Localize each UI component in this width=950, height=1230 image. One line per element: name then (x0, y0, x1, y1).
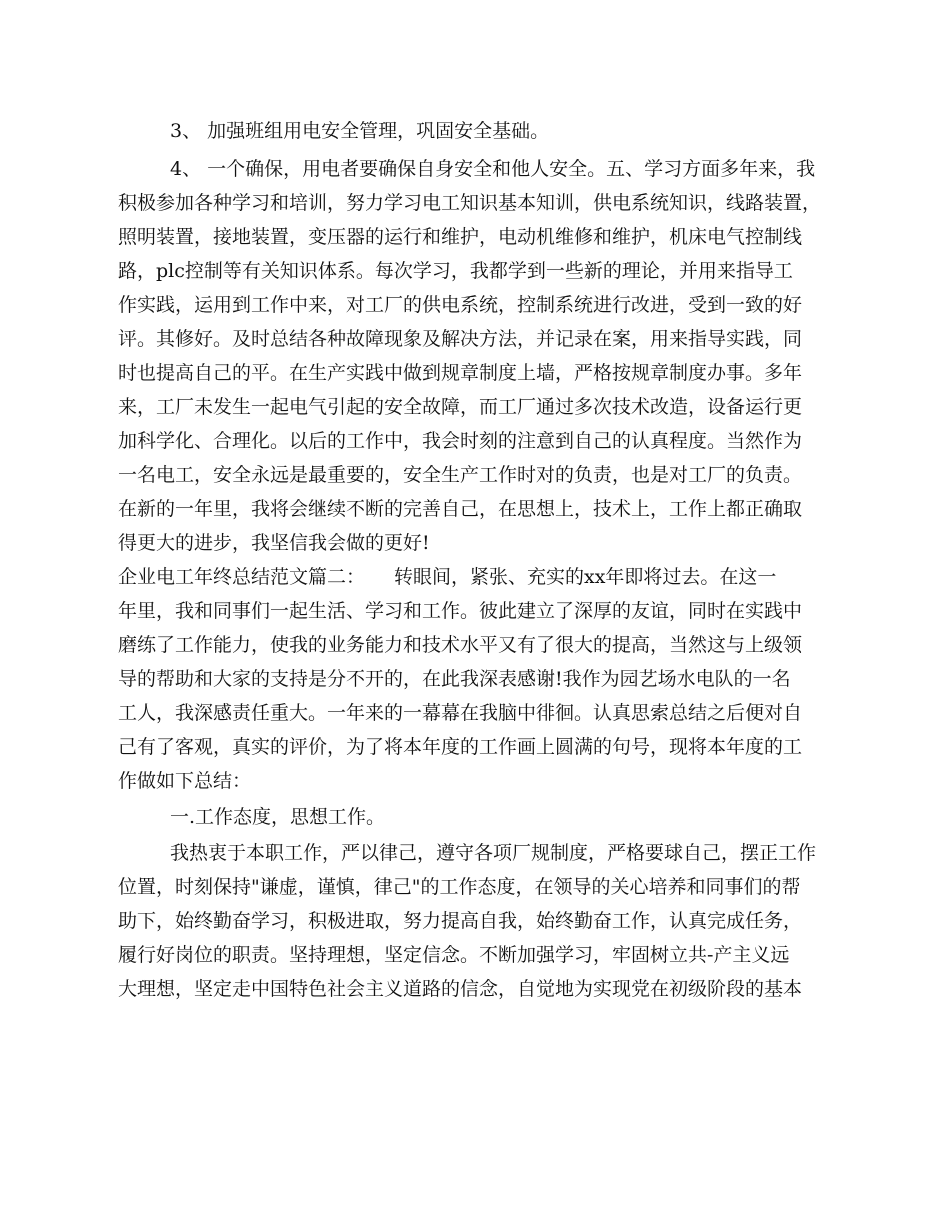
paragraph-line: 在新的一年里，我将会继续不断的完善自己，在思想上，技术上，工作上都正确取 (118, 498, 803, 520)
paragraph-line: 一名电工，安全永远是最重要的，安全生产工作时对的负责，也是对工厂的负责。 (118, 464, 803, 486)
paragraph-line: 我热衷于本职工作，严以律己，遵守各项厂规制度，严格要球自己，摆正工作 (170, 842, 817, 864)
paragraph-line: 位置，时刻保持"谦虚，谨慎，律己"的工作态度，在领导的关心培养和同事们的帮 (118, 876, 801, 898)
paragraph-line: 履行好岗位的职责。坚持理想，坚定信念。不断加强学习，牢固树立共-产主义远 (118, 944, 790, 966)
paragraph-line: 3、 加强班组用电安全管理，巩固安全基础。 (170, 120, 550, 142)
paragraph-line: 作实践，运用到工作中来，对工厂的供电系统，控制系统进行改进，受到一致的好 (118, 294, 803, 316)
paragraph-line: 得更大的进步，我坚信我会做的更好! (118, 532, 430, 554)
paragraph-line: 作做如下总结： (118, 770, 252, 792)
paragraph-line: 时也提高自己的平。在生产实践中做到规章制度上墙，严格按规章制度办事。多年 (118, 362, 803, 384)
paragraph-line: 积极参加各种学习和培训，努力学习电工知识基本知训，供电系统知识，线路装置， (118, 192, 822, 214)
paragraph-line: 磨练了工作能力，使我的业务能力和技术水平又有了很大的提高，当然这与上级领 (118, 634, 803, 656)
paragraph-line: 大理想，坚定走中国特色社会主义道路的信念，自觉地为实现党在初级阶段的基本 (118, 978, 803, 1000)
paragraph-line: 照明装置，接地装置，变压器的运行和维护，电动机维修和维护，机床电气控制线 (118, 226, 803, 248)
paragraph-text: 转眼间，紧张、充实的xx年即将过去。在这一 (394, 566, 777, 588)
paragraph-line: 导的帮助和大家的支持是分不开的，在此我深表感谢!我作为园艺场水电队的一名 (118, 668, 791, 690)
paragraph-line: 4、 一个确保，用电者要确保自身安全和他人安全。五、学习方面多年来，我 (170, 158, 816, 180)
subheading: 一.工作态度，思想工作。 (170, 806, 386, 828)
paragraph-line: 工人，我深感责任重大。一年来的一幕幕在我脑中徘徊。认真思索总结之后便对自 (118, 702, 803, 724)
paragraph-line: 年里，我和同事们一起生活、学习和工作。彼此建立了深厚的友谊，同时在实践中 (118, 600, 803, 622)
paragraph-line: 助下，始终勤奋学习，积极进取，努力提高自我，始终勤奋工作，认真完成任务， (118, 910, 803, 932)
paragraph-line: 来，工厂未发生一起电气引起的安全故障，而工厂通过多次技术改造，设备运行更 (118, 396, 803, 418)
paragraph-line: 路，plc控制等有关知识体系。每次学习，我都学到一些新的理论，并用来指导工 (118, 260, 793, 282)
paragraph-line: 加科学化、合理化。以后的工作中，我会时刻的注意到自己的认真程度。当然作为 (118, 430, 803, 452)
section-heading: 企业电工年终总结范文篇二： (118, 566, 366, 588)
section-heading-line (118, 560, 776, 594)
paragraph-line: 评。其修好。及时总结各种故障现象及解决方法，并记录在案，用来指导实践，同 (118, 328, 803, 350)
paragraph-line: 己有了客观，真实的评价，为了将本年度的工作画上圆满的句号，现将本年度的工 (118, 736, 803, 758)
